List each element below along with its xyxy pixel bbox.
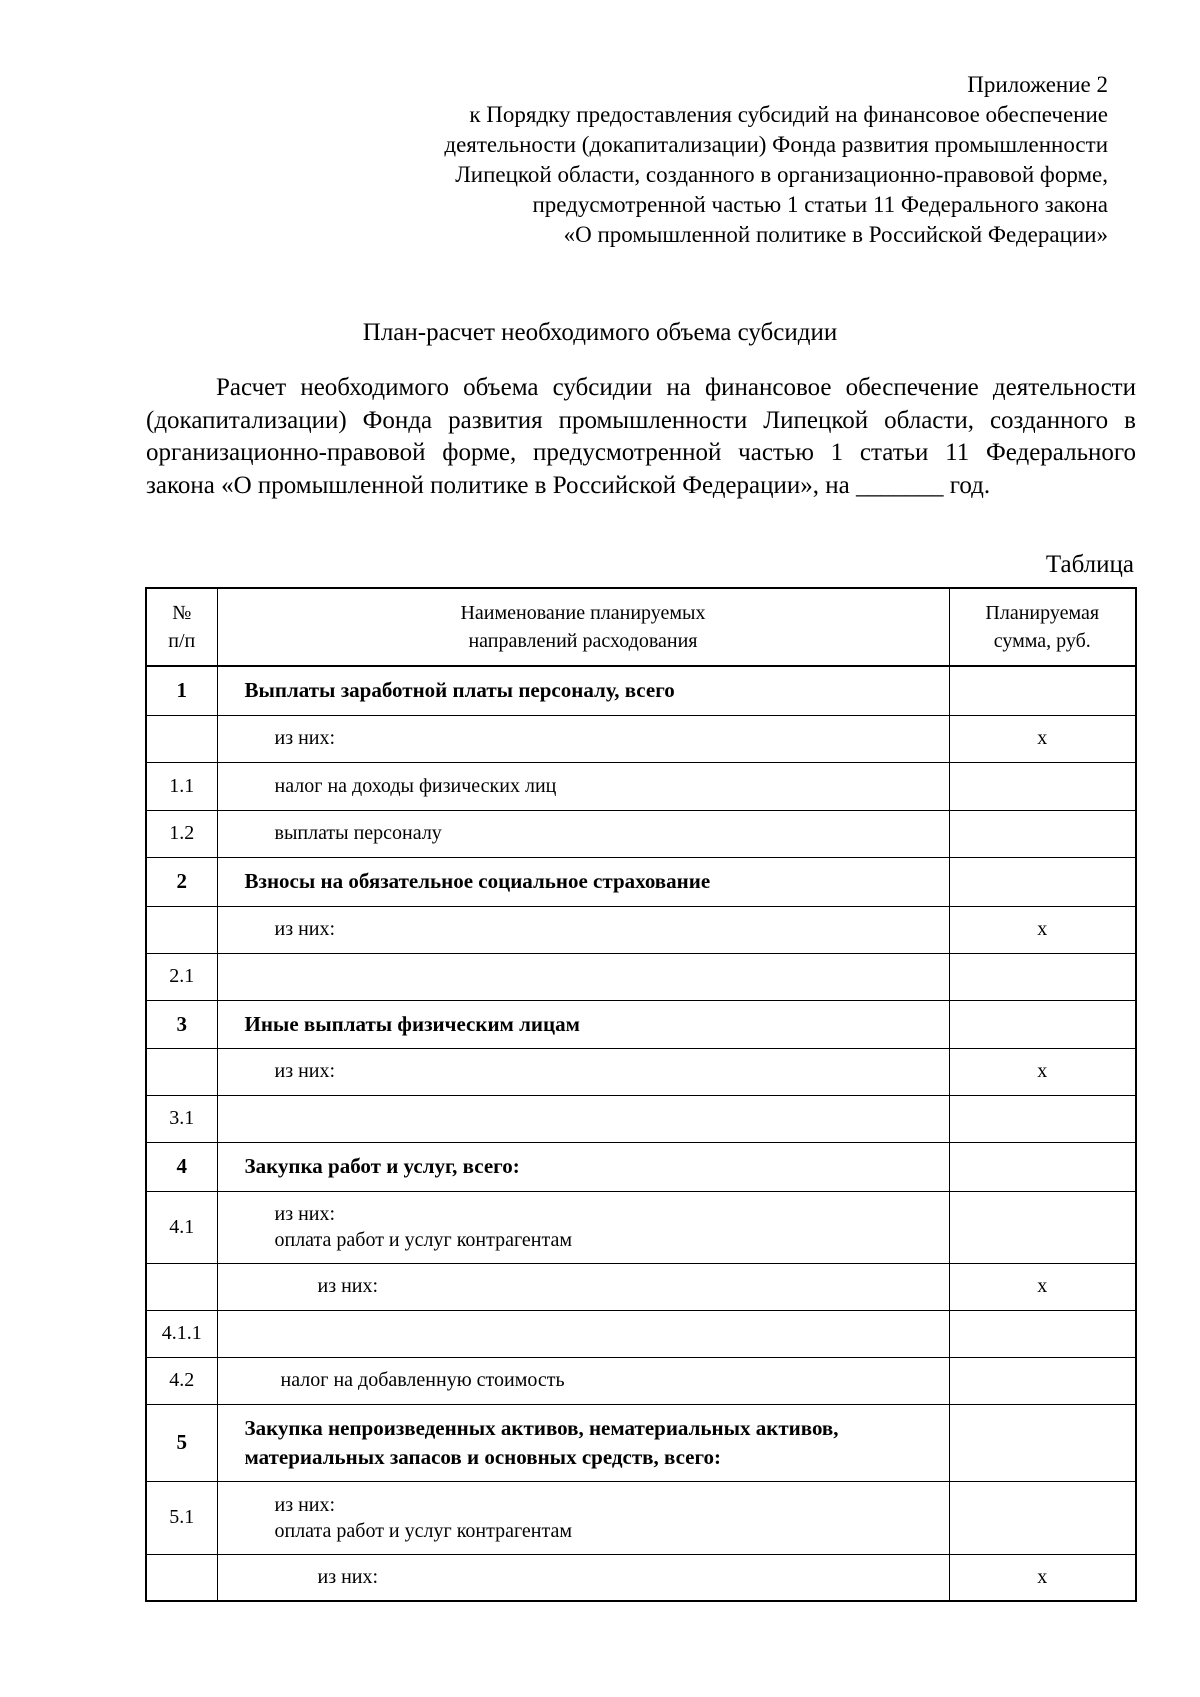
row-num: 4.1.1 xyxy=(146,1310,217,1357)
appendix-line: деятельности (докапитализации) Фонда развития промышленности xyxy=(444,132,1108,157)
row-num: 2 xyxy=(146,857,217,906)
header-sum-line2: сумма, руб. xyxy=(993,630,1091,652)
table-row xyxy=(146,953,1136,1000)
row-name-line1: из них: xyxy=(274,1493,336,1516)
row-name: Взносы на обязательное социальное страхование xyxy=(217,857,949,906)
row-name xyxy=(217,1481,949,1554)
row-name-line2: оплата работ и услуг контрагентам xyxy=(274,1519,572,1542)
row-num: 3.1 xyxy=(146,1095,217,1142)
row-name-line2: материальных запасов и основных средств, всего: xyxy=(244,1444,721,1469)
table-row xyxy=(146,1357,1136,1404)
appendix-line: Приложение 2 xyxy=(967,72,1108,97)
table-row xyxy=(146,1554,1136,1601)
table-row xyxy=(146,810,1136,857)
row-sum xyxy=(949,1404,1136,1481)
row-name: из них: xyxy=(217,1263,949,1310)
row-num xyxy=(146,906,217,953)
row-sum xyxy=(949,1481,1136,1554)
table-row xyxy=(146,1481,1136,1554)
row-num xyxy=(146,1048,217,1095)
row-name: Иные выплаты физическим лицам xyxy=(217,1000,949,1048)
row-sum: х xyxy=(949,1048,1136,1095)
header-num xyxy=(146,588,217,666)
row-sum xyxy=(949,1357,1136,1404)
row-num: 1.1 xyxy=(146,762,217,810)
table-row xyxy=(146,1310,1136,1357)
row-name xyxy=(217,953,949,1000)
row-name-line2: оплата работ и услуг контрагентам xyxy=(274,1229,572,1251)
row-name: из них: xyxy=(217,1554,949,1601)
header-name xyxy=(217,588,949,666)
table-header-row xyxy=(146,588,1136,666)
row-num: 2.1 xyxy=(146,953,217,1000)
table-row xyxy=(146,1191,1136,1263)
row-sum xyxy=(949,810,1136,857)
row-sum xyxy=(949,857,1136,906)
table-row xyxy=(146,1404,1136,1481)
intro-text: Расчет необходимого объема субсидии на финансовое обеспечение деятельности (докапитализации) Фонда развития промышленности Липецкой области, созданного в организационно-правовой форме, предусмотренной частью 1 статьи 11 Федерального закона «О промышленной политике в Российской Федерации», на _______ год. xyxy=(146,374,1136,499)
row-num: 4 xyxy=(146,1142,217,1191)
table-row xyxy=(146,857,1136,906)
table-row xyxy=(146,666,1136,715)
appendix-line: Липецкой области, созданного в организационно-правовой форме, xyxy=(455,162,1108,187)
table-row xyxy=(146,762,1136,810)
row-sum: х xyxy=(949,715,1136,762)
row-num xyxy=(146,1263,217,1310)
row-num: 5 xyxy=(146,1404,217,1481)
row-name: из них: xyxy=(217,1048,949,1095)
intro-paragraph xyxy=(146,372,1136,502)
row-name: налог на добавленную стоимость xyxy=(217,1357,949,1404)
header-num-line2: п/п xyxy=(168,630,196,652)
header-sum-line1: Планируемая xyxy=(985,602,1100,624)
row-name: Закупка работ и услуг, всего: xyxy=(217,1142,949,1191)
row-num: 5.1 xyxy=(146,1481,217,1554)
row-name: из них: xyxy=(217,906,949,953)
appendix-header xyxy=(444,70,1108,250)
row-name xyxy=(217,1310,949,1357)
header-num-line1: № xyxy=(172,602,192,624)
row-sum xyxy=(949,762,1136,810)
row-num xyxy=(146,1554,217,1601)
row-sum xyxy=(949,666,1136,715)
row-sum xyxy=(949,953,1136,1000)
row-sum: х xyxy=(949,1263,1136,1310)
row-name: налог на доходы физических лиц xyxy=(217,762,949,810)
row-sum xyxy=(949,1095,1136,1142)
row-name-line1: Закупка непроизведенных активов, нематериальных активов, xyxy=(244,1415,839,1440)
row-name: выплаты персоналу xyxy=(217,810,949,857)
table-row xyxy=(146,715,1136,762)
table-row xyxy=(146,1048,1136,1095)
appendix-line: «О промышленной политике в Российской Федерации» xyxy=(563,222,1108,247)
row-name xyxy=(217,1191,949,1263)
table-row xyxy=(146,1000,1136,1048)
plan-table xyxy=(145,587,1137,1602)
row-sum: х xyxy=(949,906,1136,953)
row-name xyxy=(217,1095,949,1142)
appendix-line: к Порядку предоставления субсидий на финансовое обеспечение xyxy=(469,102,1108,127)
header-sum xyxy=(949,588,1136,666)
table-row xyxy=(146,1263,1136,1310)
table-row xyxy=(146,1142,1136,1191)
table-caption: Таблица xyxy=(1045,551,1134,578)
row-num: 1.2 xyxy=(146,810,217,857)
row-sum xyxy=(949,1142,1136,1191)
row-name: Выплаты заработной платы персоналу, всего xyxy=(217,666,949,715)
row-name-line1: из них: xyxy=(274,1203,336,1225)
row-sum xyxy=(949,1000,1136,1048)
row-num: 1 xyxy=(146,666,217,715)
document-title: План-расчет необходимого объема субсидии xyxy=(362,319,838,346)
table-row xyxy=(146,906,1136,953)
row-name: из них: xyxy=(217,715,949,762)
header-name-line2: направлений расходования xyxy=(468,630,698,652)
row-num: 3 xyxy=(146,1000,217,1048)
row-sum: х xyxy=(949,1554,1136,1601)
row-sum xyxy=(949,1310,1136,1357)
row-num: 4.1 xyxy=(146,1191,217,1263)
row-num: 4.2 xyxy=(146,1357,217,1404)
header-name-line1: Наименование планируемых xyxy=(460,602,706,624)
row-name xyxy=(217,1404,949,1481)
appendix-line: предусмотренной частью 1 статьи 11 Федерального закона xyxy=(532,192,1108,217)
row-num xyxy=(146,715,217,762)
row-sum xyxy=(949,1191,1136,1263)
table-row xyxy=(146,1095,1136,1142)
